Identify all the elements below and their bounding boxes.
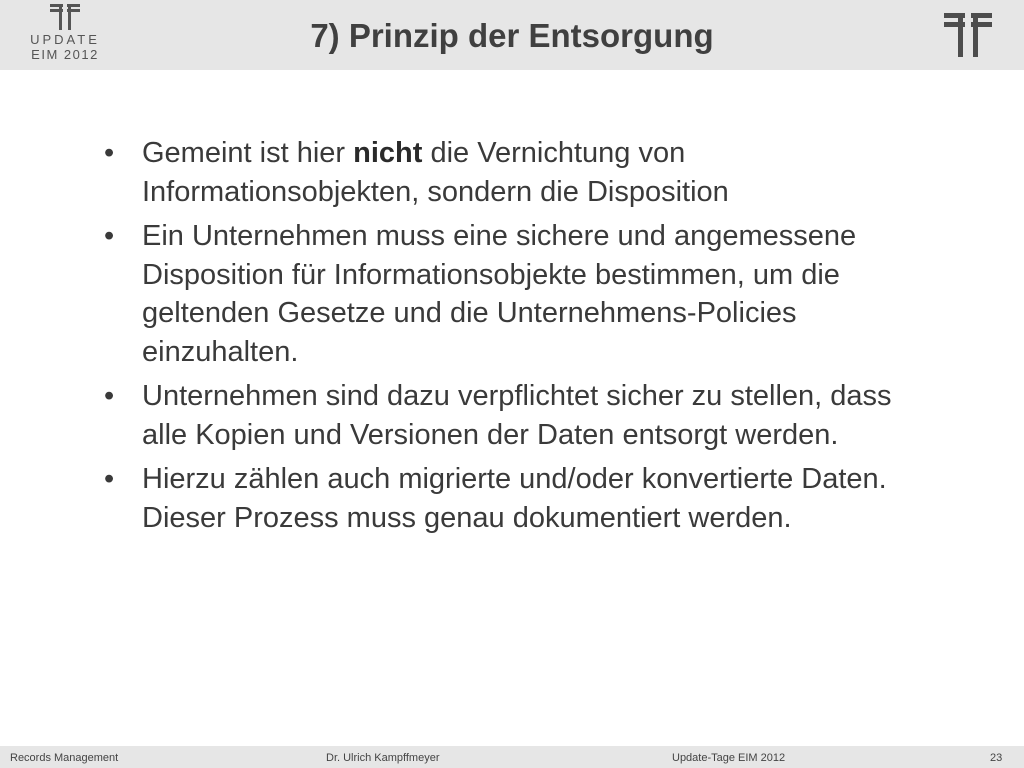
bullet-marker: • bbox=[104, 380, 115, 412]
bullet-list bbox=[96, 134, 936, 543]
bullet-item bbox=[96, 217, 936, 371]
bullet-text: Hierzu zählen auch migrierte und/oder konvertierte Daten. Dieser Prozess muss genau dokumentiert werden. bbox=[142, 463, 887, 534]
bullet-item bbox=[96, 377, 936, 454]
bullet-text-before: Gemeint ist hier bbox=[142, 137, 354, 169]
bullet-text: Ein Unternehmen muss eine sichere und angemessene Disposition für Informationsobjekte bestimmen, um die geltenden Gesetze und die Unternehmens-Policies einzuhalten. bbox=[142, 220, 857, 368]
update-logo-icon bbox=[944, 13, 992, 57]
slide-header bbox=[0, 0, 1024, 70]
page-number: 23 bbox=[990, 752, 1003, 764]
footer-topic: Records Management bbox=[10, 752, 119, 764]
footer-author: Dr. Ulrich Kampffmeyer bbox=[326, 752, 440, 764]
logo-text-update: UPDATE bbox=[30, 32, 100, 47]
bullet-item bbox=[96, 460, 936, 537]
footer-event: Update-Tage EIM 2012 bbox=[672, 752, 786, 764]
bullet-text-after: die Vernichtung von Informationsobjekten, sondern die Disposition bbox=[142, 137, 729, 208]
slide-footer bbox=[0, 746, 1024, 768]
logo-text-eim: EIM 2012 bbox=[31, 47, 99, 62]
bullet-text: Unternehmen sind dazu verpflichtet sicher zu stellen, dass alle Kopien und Versionen der Daten entsorgt werden. bbox=[142, 380, 892, 451]
bullet-item bbox=[96, 134, 936, 211]
bullet-marker: • bbox=[104, 463, 115, 495]
page-title: 7) Prinzip der Entsorgung bbox=[310, 17, 714, 54]
bullet-marker: • bbox=[104, 220, 115, 252]
update-logo-right bbox=[944, 13, 992, 62]
bullet-marker: • bbox=[104, 137, 115, 169]
bullet-text-bold: nicht bbox=[353, 137, 423, 169]
